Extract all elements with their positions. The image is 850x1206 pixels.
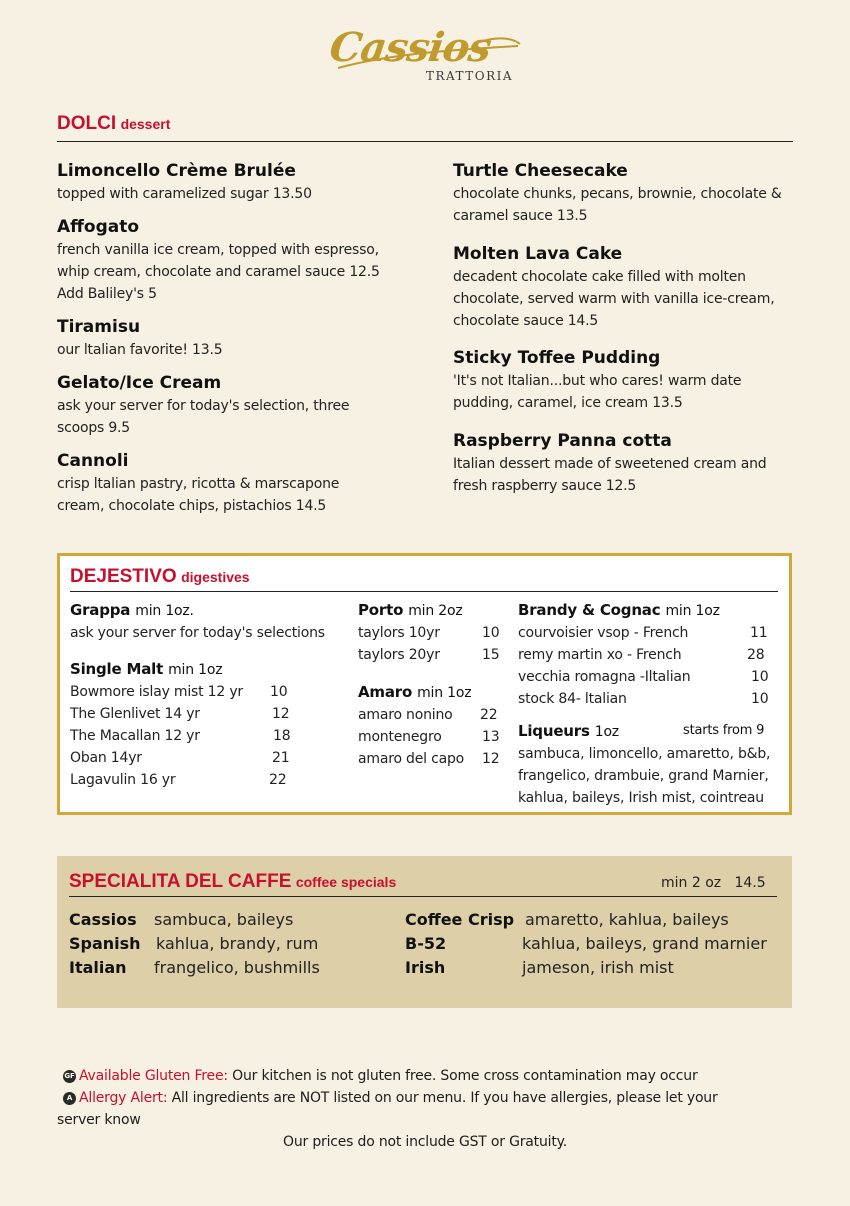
grappa-note: min 1oz. xyxy=(135,603,194,619)
dolci-subtitle: dessert xyxy=(120,116,171,132)
list-item xyxy=(70,681,300,703)
dessert-desc: cream, chocolate chips, pistachios 14.5 xyxy=(57,498,327,514)
drink-price: 18 xyxy=(273,728,291,744)
dessert-name: Gelato/Ice Cream xyxy=(57,373,222,393)
dessert-name: Cannoli xyxy=(57,451,129,471)
gluten-free-text: Our kitchen is not gluten free. Some cross contamination may occur xyxy=(227,1068,698,1084)
caffe-title: SPECIALITA DEL CAFFE xyxy=(69,871,292,892)
dejestivo-box xyxy=(57,553,792,815)
list-item xyxy=(70,747,300,769)
dessert-name: Molten Lava Cake xyxy=(453,244,623,264)
list-item xyxy=(358,726,508,748)
dessert-desc: topped with caramelized sugar 13.50 xyxy=(57,186,312,202)
brandy-note: min 1oz xyxy=(665,603,720,619)
caffe-box xyxy=(57,856,792,1008)
liqueurs-desc: frangelico, drambuie, grand Marnier, xyxy=(518,768,769,784)
dessert-desc: Italian dessert made of sweetened cream and xyxy=(453,456,767,472)
dolci-heading xyxy=(57,113,170,135)
coffee-name: Irish xyxy=(405,958,446,977)
dejestivo-col-grappa-malt xyxy=(70,599,325,791)
coffee-desc: frangelico, bushmills xyxy=(154,958,320,977)
dessert-item-gelato xyxy=(57,371,402,439)
gluten-free-badge-icon: GF xyxy=(63,1070,76,1083)
caffe-price-note: min 2 oz 14.5 xyxy=(661,875,766,891)
liqueurs-desc: sambuca, limoncello, amaretto, b&b, xyxy=(518,746,771,762)
drink-price: 11 xyxy=(750,625,768,641)
porto-heading xyxy=(358,599,508,622)
allergy-badge-icon: A xyxy=(63,1092,76,1105)
drink-name: stock 84- ltalian xyxy=(518,691,627,707)
allergy-note-cont: server know xyxy=(57,1112,141,1128)
coffee-name: Coffee Crisp xyxy=(405,910,515,929)
drink-name: taylors 20yr xyxy=(358,647,440,663)
dejestivo-col-porto-amaro xyxy=(358,599,508,770)
dolci-title: DOLCI xyxy=(57,113,117,134)
dessert-desc: whip cream, chocolate and caramel sauce 12.5 xyxy=(57,264,380,280)
dessert-item-sticky-toffee xyxy=(453,346,798,414)
list-item xyxy=(70,725,300,747)
dejestivo-title: DEJESTIVO xyxy=(70,566,177,587)
drink-name: Lagavulin 16 yr xyxy=(70,772,176,788)
liqueurs-name: Liqueurs xyxy=(518,722,590,740)
drink-name: vecchia romagna -Iltalian xyxy=(518,669,691,685)
porto-note: min 2oz xyxy=(408,603,463,619)
grappa-heading xyxy=(70,599,300,622)
drink-price: 10 xyxy=(751,691,769,707)
list-item xyxy=(69,932,141,956)
logo-subtitle: TRATTORIA xyxy=(426,69,514,83)
dejestivo-heading xyxy=(70,566,250,588)
list-item xyxy=(518,666,783,688)
dessert-desc: caramel sauce 13.5 xyxy=(453,208,588,224)
drink-name: The Glenlivet 14 yr xyxy=(70,706,200,722)
list-item xyxy=(358,748,508,770)
dessert-desc: 'It's not Italian...but who cares! warm date xyxy=(453,373,742,389)
list-item xyxy=(70,769,300,791)
dejestivo-col-brandy-liqueurs xyxy=(518,599,783,809)
drink-name: courvoisier vsop - French xyxy=(518,625,689,641)
dessert-item-molten-lava-cake xyxy=(453,242,798,332)
drink-name: amaro nonino xyxy=(358,707,453,723)
list-item xyxy=(405,932,446,956)
drink-price: 15 xyxy=(482,647,500,663)
dolci-divider xyxy=(57,141,793,142)
dessert-desc: fresh raspberry sauce 12.5 xyxy=(453,478,637,494)
drink-name: remy martin xo - French xyxy=(518,647,682,663)
allergy-text: All ingredients are NOT listed on our menu. If you have allergies, please let your xyxy=(167,1090,718,1106)
dessert-desc: chocolate, served warm with vanilla ice-cream, xyxy=(453,291,775,307)
drink-price: 10 xyxy=(751,669,769,685)
caffe-divider xyxy=(69,896,777,897)
dessert-desc: our ltalian favorite! 13.5 xyxy=(57,342,223,358)
logo-script-text: Cassios xyxy=(326,24,494,71)
coffee-desc: amaretto, kahlua, baileys xyxy=(525,910,729,929)
drink-price: 10 xyxy=(482,625,500,641)
list-item xyxy=(405,956,445,980)
brandy-heading xyxy=(518,599,783,622)
list-item xyxy=(518,622,783,644)
gluten-free-note xyxy=(63,1065,698,1087)
amaro-note: min 1oz xyxy=(417,685,472,701)
dessert-desc: ask your server for today's selection, three xyxy=(57,398,350,414)
liqueurs-desc: kahlua, baileys, Irish mist, cointreau xyxy=(518,790,764,806)
drink-price: 22 xyxy=(269,772,287,788)
liqueurs-price-note: starts from 9 xyxy=(683,723,765,738)
dessert-desc: french vanilla ice cream, topped with espresso, xyxy=(57,242,379,258)
dessert-desc: scoops 9.5 xyxy=(57,420,131,436)
coffee-desc: kahlua, brandy, rum xyxy=(156,934,319,953)
dessert-name: Affogato xyxy=(57,217,140,237)
list-item xyxy=(69,908,137,932)
prices-note: Our prices do not include GST or Gratuity. xyxy=(283,1134,567,1150)
drink-price: 21 xyxy=(272,750,290,766)
drink-name: amaro del capo xyxy=(358,751,465,767)
coffee-name: Cassios xyxy=(69,910,137,929)
caffe-subtitle: coffee specials xyxy=(295,874,397,890)
brandy-name: Brandy & Cognac xyxy=(518,601,661,619)
amaro-name: Amaro xyxy=(358,683,413,701)
coffee-desc: kahlua, baileys, grand marnier xyxy=(522,934,767,953)
list-item xyxy=(358,704,508,726)
list-item xyxy=(405,908,514,932)
coffee-name: B-52 xyxy=(405,934,447,953)
drink-price: 28 xyxy=(747,647,765,663)
drink-price: 10 xyxy=(270,684,288,700)
dejestivo-subtitle: digestives xyxy=(181,569,250,585)
drink-name: Bowmore islay mist 12 yr xyxy=(70,684,243,700)
drink-price: 13 xyxy=(482,729,500,745)
dessert-name: Sticky Toffee Pudding xyxy=(453,348,661,368)
dejestivo-divider xyxy=(70,591,778,592)
coffee-name: Spanish xyxy=(69,934,141,953)
drink-price: 12 xyxy=(272,706,290,722)
caffe-heading xyxy=(69,871,396,893)
dessert-desc: chocolate chunks, pecans, brownie, chocolate & xyxy=(453,186,782,202)
list-item xyxy=(518,688,783,710)
dessert-item-cannoli xyxy=(57,449,402,517)
single-malt-note: min 1oz xyxy=(168,662,223,678)
list-item xyxy=(358,622,508,644)
liqueurs-heading xyxy=(518,720,783,743)
dessert-item-panna-cotta xyxy=(453,429,798,497)
single-malt-name: Single Malt xyxy=(70,660,164,678)
dessert-item-limoncello xyxy=(57,159,402,205)
allergy-note xyxy=(63,1087,718,1109)
gluten-free-label: Available Gluten Free: xyxy=(79,1068,228,1084)
drink-name: The Macallan 12 yr xyxy=(70,728,200,744)
dessert-name: Tiramisu xyxy=(57,317,141,337)
dessert-item-affogato xyxy=(57,215,402,305)
coffee-desc: jameson, irish mist xyxy=(522,958,674,977)
dessert-addon: Add Baliley's 5 xyxy=(57,286,157,302)
coffee-name: Italian xyxy=(69,958,127,977)
allergy-label: Allergy Alert: xyxy=(79,1090,168,1106)
dessert-name: Turtle Cheesecake xyxy=(453,161,628,181)
porto-name: Porto xyxy=(358,601,404,619)
amaro-heading xyxy=(358,681,508,704)
liqueurs-note: 1oz xyxy=(594,724,619,740)
drink-price: 12 xyxy=(482,751,500,767)
coffee-desc: sambuca, baileys xyxy=(154,910,294,929)
list-item xyxy=(70,703,300,725)
drink-price: 22 xyxy=(480,707,498,723)
dessert-item-turtle-cheesecake xyxy=(453,159,798,227)
grappa-desc: ask your server for today's selections xyxy=(70,625,325,641)
single-malt-heading xyxy=(70,658,300,681)
dessert-desc: crisp ltalian pastry, ricotta & marscapone xyxy=(57,476,340,492)
list-item xyxy=(518,644,783,666)
dessert-item-tiramisu xyxy=(57,315,402,361)
grappa-name: Grappa xyxy=(70,601,131,619)
dessert-name: Raspberry Panna cotta xyxy=(453,431,672,451)
list-item xyxy=(358,644,508,666)
dessert-desc: chocolate sauce 14.5 xyxy=(453,313,599,329)
dessert-desc: pudding, caramel, ice cream 13.5 xyxy=(453,395,683,411)
drink-name: montenegro xyxy=(358,729,442,745)
drink-name: Oban 14yr xyxy=(70,750,142,766)
cassios-logo xyxy=(326,24,530,88)
drink-name: taylors 10yr xyxy=(358,625,440,641)
dessert-desc: decadent chocolate cake filled with molten xyxy=(453,269,746,285)
list-item xyxy=(69,956,127,980)
dessert-name: Limoncello Crème Brulée xyxy=(57,161,296,181)
